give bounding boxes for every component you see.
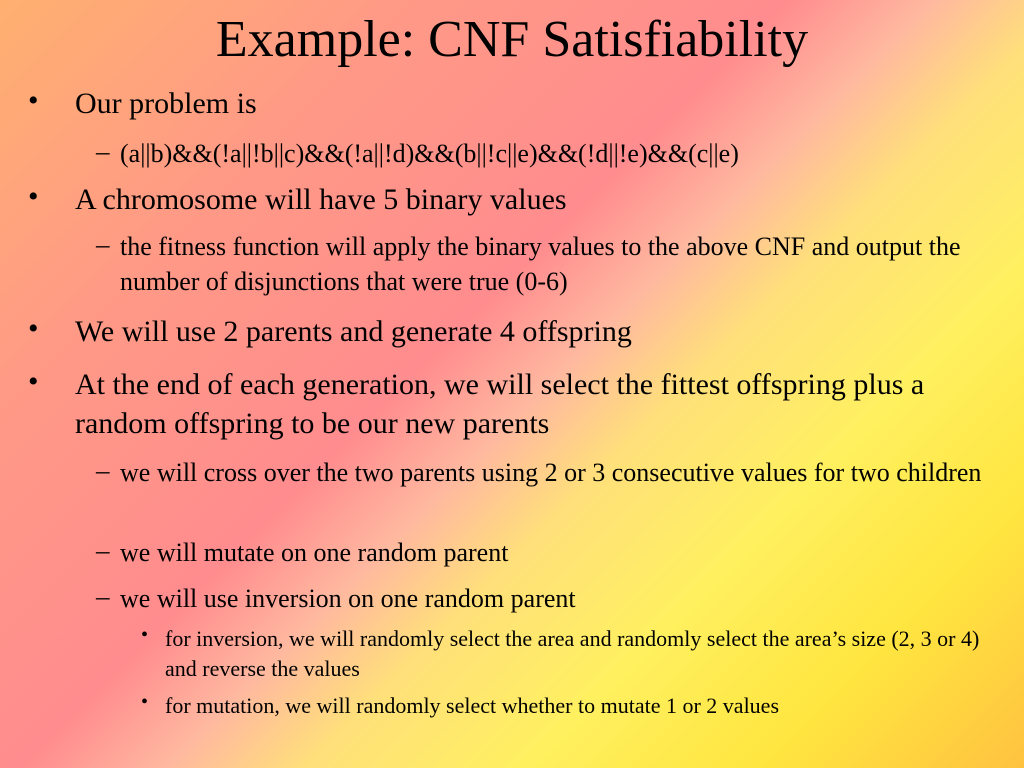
list-item-text: we will mutate on one random parent [120,538,509,567]
list-item-text: (a||b)&&(!a||!b||c)&&(!a||!d)&&(b||!c||e)&&(!d||!e)&&(c||e) [120,139,739,168]
list-item-text: At the end of each generation, we will select the fittest offspring plus a random offspring to be our new parents [75,368,925,440]
list-item-text: we will cross over the two parents using 2 or 3 consecutive values for two children [120,458,982,487]
dash-marker: – [96,535,110,565]
list-item-text: for inversion, we will randomly select the area and randomly select the area’s size (2, 3 or 4) and reverse the values [165,626,980,681]
list-item-text: the fitness function will apply the binary values to the above CNF and output the number of disjunctions that were true (0-6) [120,232,961,296]
dash-marker: – [96,136,110,166]
slide-title: Example: CNF Satisfiability [215,11,809,68]
bullet-marker: • [28,312,39,345]
dash-marker: – [96,581,110,611]
list-item-text: for mutation, we will randomly select whether to mutate 1 or 2 values [165,693,780,718]
dash-marker: – [96,455,110,485]
list-item-text: Our problem is [75,87,257,120]
list-item-text: We will use 2 parents and generate 4 offspring [75,315,632,348]
list-item-text: we will use inversion on one random parent [120,584,576,613]
dash-marker: – [96,229,110,259]
bullet-marker: • [28,84,39,117]
list-item-text: A chromosome will have 5 binary values [75,183,567,216]
bullet-marker: • [28,365,39,398]
bullet-marker: • [141,691,149,713]
bullet-marker: • [141,624,149,646]
bullet-marker: • [28,180,39,213]
